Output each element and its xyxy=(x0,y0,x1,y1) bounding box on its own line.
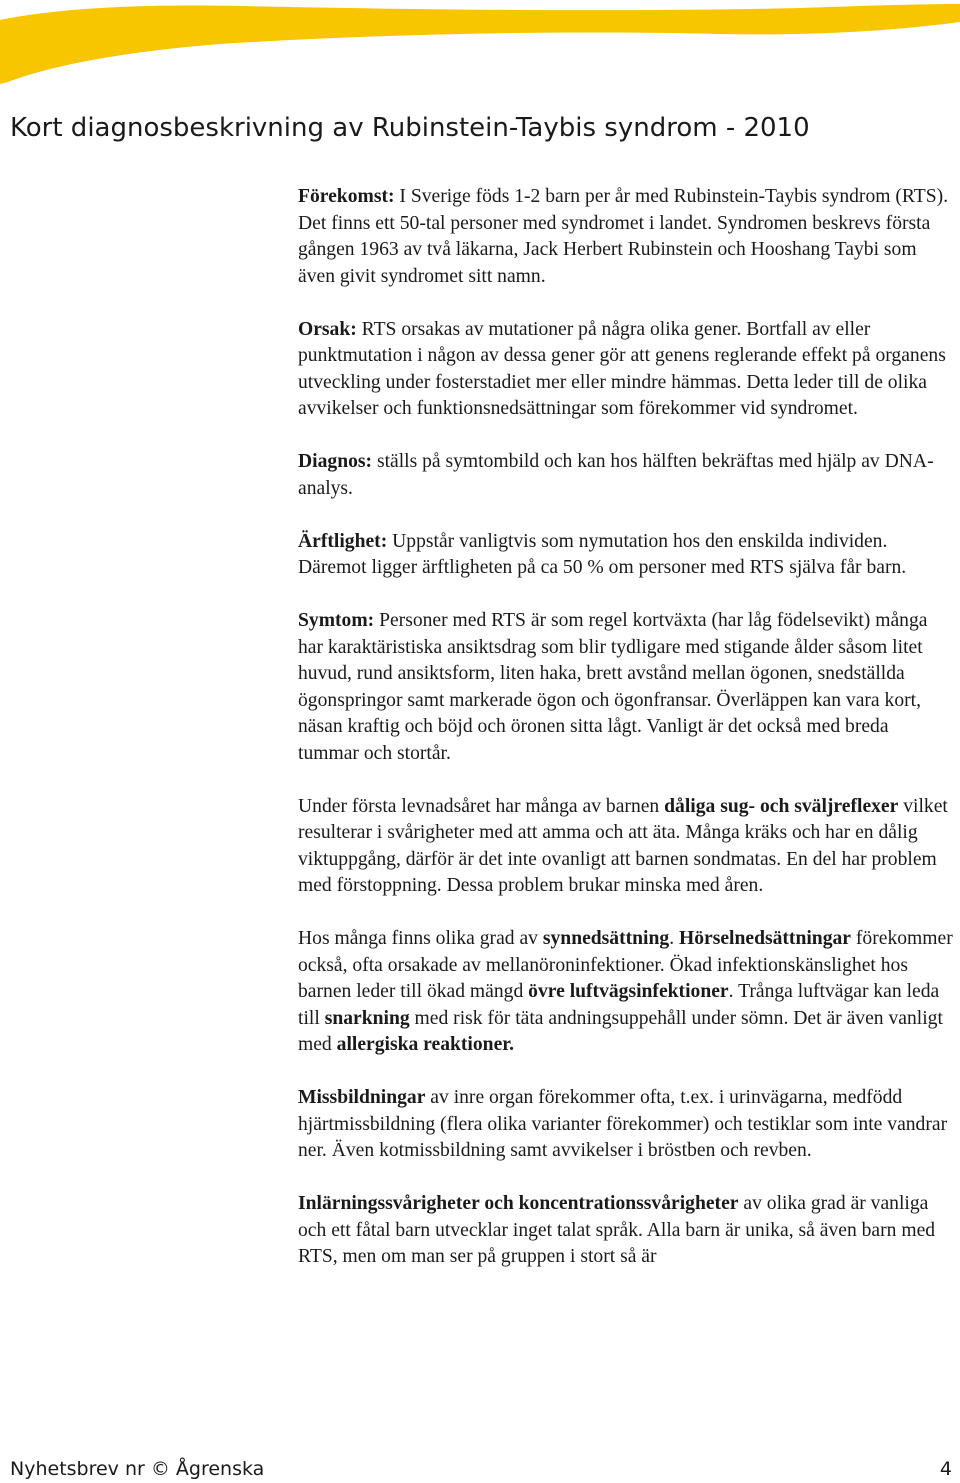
paragraph-text: Under första levnadsåret har många av barnen xyxy=(298,795,665,817)
article-body xyxy=(298,184,953,1271)
paragraph-text: vilket resulterar i svårigheter med att amma och att äta. Många kräks och har en dålig viktuppgång, därför är det inte ovanligt att barnen sondmatas. En del har problem med förstoppning. Dessa problem brukar minska med åren. xyxy=(298,795,948,896)
bold-term: övre luftvägsinfektioner xyxy=(528,981,729,1002)
page-footer xyxy=(10,1456,952,1482)
paragraph-text: Personer med RTS är som regel kortväxta (har låg födelsevikt) många har karaktäristiska ansiktsdrag som blir tydligare med stigande ålder såsom litet huvud, rund ansiktsform, liten haka, brett avstånd mellan ögonen, snedställda ögonspringor samt markerade ögon och ögonfransar. Överläppen kan vara kort, näsan kraftig och böjd och öronen sitta lågt. Vanligt är det också med breda tummar och stortår. xyxy=(298,610,928,764)
footer-page-number: 4 xyxy=(939,1458,952,1480)
paragraph-text: RTS orsakas av mutationer på några olika gener. Bortfall av eller punktmutation i någon av dessa gener gör att genens reglerande effekt på organens utveckling under fosterstadiet mer eller mindre hämmas. Detta leder till de olika avvikelser och funktionsnedsättningar som förekommer vid syndromet. xyxy=(298,318,946,419)
paragraph-text: . Trånga luftvägar kan leda till xyxy=(298,981,940,1029)
article-paragraph xyxy=(298,926,953,1059)
bold-term: Förekomst: xyxy=(298,186,395,207)
bold-term: Symtom: xyxy=(298,610,375,631)
bold-term: Missbildningar xyxy=(298,1087,426,1108)
paragraph-text: med risk för täta andningsuppehåll under sömn. Det är även vanligt med xyxy=(298,1007,943,1055)
article-paragraph xyxy=(298,317,953,423)
paragraph-text: Hos många finns olika grad av xyxy=(298,928,543,949)
footer-publication: Nyhetsbrev nr © Ågrenska xyxy=(10,1458,265,1480)
article-paragraph xyxy=(298,794,953,900)
paragraph-text: . xyxy=(669,928,679,949)
bold-term: snarkning xyxy=(324,1007,410,1029)
article-paragraph xyxy=(298,608,953,767)
article-paragraph xyxy=(298,1191,953,1271)
bold-term: Hörselnedsättningar xyxy=(679,928,851,949)
bold-term: allergiska reaktioner. xyxy=(336,1034,515,1055)
bold-term: Orsak: xyxy=(298,318,357,340)
banner-shape xyxy=(0,4,960,84)
bold-term: dåliga sug- och sväljreflexer xyxy=(664,795,899,817)
article-paragraph xyxy=(298,449,953,502)
bold-term: synnedsättning xyxy=(542,928,670,949)
paragraph-text: I Sverige föds 1-2 barn per år med Rubinstein-Taybis syndrom (RTS). Det finns ett 50-tal personer med syndromet i landet. Syndromen beskrevs första gången 1963 av två läkarna, Jack Herbert Rubinstein och Hooshang Taybi som även givit syndromet sitt namn. xyxy=(298,186,949,287)
bold-term: Ärftlighet: xyxy=(298,530,388,552)
article-paragraph xyxy=(298,1085,953,1165)
paragraph-text: Uppstår vanligtvis som nymutation hos den enskilda individen. Däremot ligger ärftligheten på ca 50 % om personer med RTS själva får barn. xyxy=(298,530,907,578)
paragraph-text: förekommer också, ofta orsakade av mellanöroninfektioner. Ökad infektionskänslighet hos barnen leder till ökad mängd xyxy=(298,928,953,1002)
paragraph-text: av olika grad är vanliga och ett fåtal barn utvecklar inget talat språk. Alla barn är unika, så även barn med RTS, men om man ser på gruppen i stort så är xyxy=(298,1193,936,1267)
header-banner-swoosh xyxy=(0,0,960,90)
article-paragraph xyxy=(298,184,953,290)
paragraph-text: ställs på symtombild och kan hos hälften bekräftas med hjälp av DNA-analys. xyxy=(298,451,934,499)
page-title: Kort diagnosbeskrivning av Rubinstein-Taybis syndrom - 2010 xyxy=(10,113,810,143)
paragraph-text: av inre organ förekommer ofta, t.ex. i urinvägarna, medfödd hjärtmissbildning (flera olika varianter förekommer) och testiklar som inte vandrar ner. Även kotmissbildning samt avvikelser i bröstben och revben. xyxy=(298,1087,948,1161)
bold-term: Inlärningssvårigheter och koncentrationssvårigheter xyxy=(298,1193,739,1214)
bold-term: Diagnos: xyxy=(298,451,373,472)
article-paragraph xyxy=(298,529,953,582)
